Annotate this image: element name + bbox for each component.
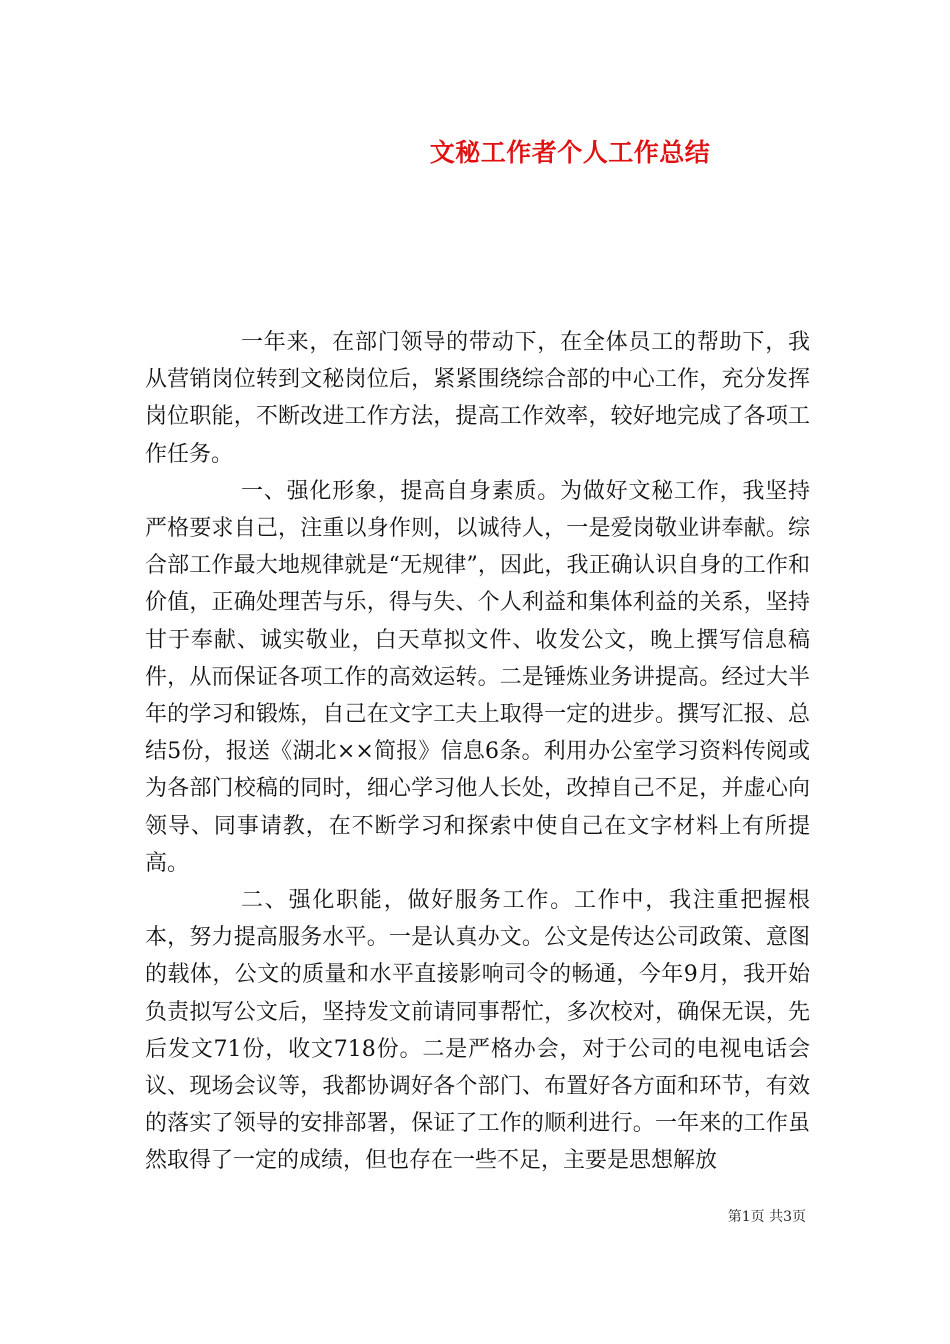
page-number-footer: 第1页 共3页	[727, 1209, 806, 1225]
document-title: 文秘工作者个人工作总结	[429, 138, 711, 167]
document-body	[145, 324, 810, 1180]
paragraph-intro: 一年来，在部门领导的带动下，在全体员工的帮助下，我从营销岗位转到文秘岗位后，紧紧围绕综合部的中心工作，充分发挥岗位职能，不断改进工作方法，提高工作效率，较好地完成了各项工作任务。	[145, 330, 810, 467]
paragraph-section-two: 二、强化职能，做好服务工作。工作中，我注重把握根本，努力提高服务水平。一是认真办文。公文是传达公司政策、意图的载体，公文的质量和水平直接影响司令的畅通，今年9月，我开始负责拟写公文后，坚持发文前请同事帮忙，多次校对，确保无误，先后发文71份，收文718份。二是严格办会，对于公司的电视电话会议、现场会议等，我都协调好各个部门、布置好各方面和环节，有效的落实了领导的安排部署，保证了工作的顺利进行。一年来的工作虽然取得了一定的成绩，但也存在一些不足，主要是思想解放	[145, 888, 810, 1174]
paragraph-section-one: 一、强化形象，提高自身素质。为做好文秘工作，我坚持严格要求自己，注重以身作则，以诚待人，一是爱岗敬业讲奉献。综合部工作最大地规律就是“无规律”，因此，我正确认识自身的工作和价值，正确处理苦与乐，得与失、个人利益和集体利益的关系，坚持甘于奉献、诚实敬业，白天草拟文件、收发公文，晚上撰写信息稿件，从而保证各项工作的高效运转。二是锤炼业务讲提高。经过大半年的学习和锻炼，自己在文字工夫上取得一定的进步。撰写汇报、总结5份，报送《湖北××简报》信息6条。利用办公室学习资料传阅或为各部门校稿的同时，细心学习他人长处，改掉自己不足，并虚心向领导、同事请教，在不断学习和探索中使自己在文字材料上有所提高。	[145, 478, 810, 876]
